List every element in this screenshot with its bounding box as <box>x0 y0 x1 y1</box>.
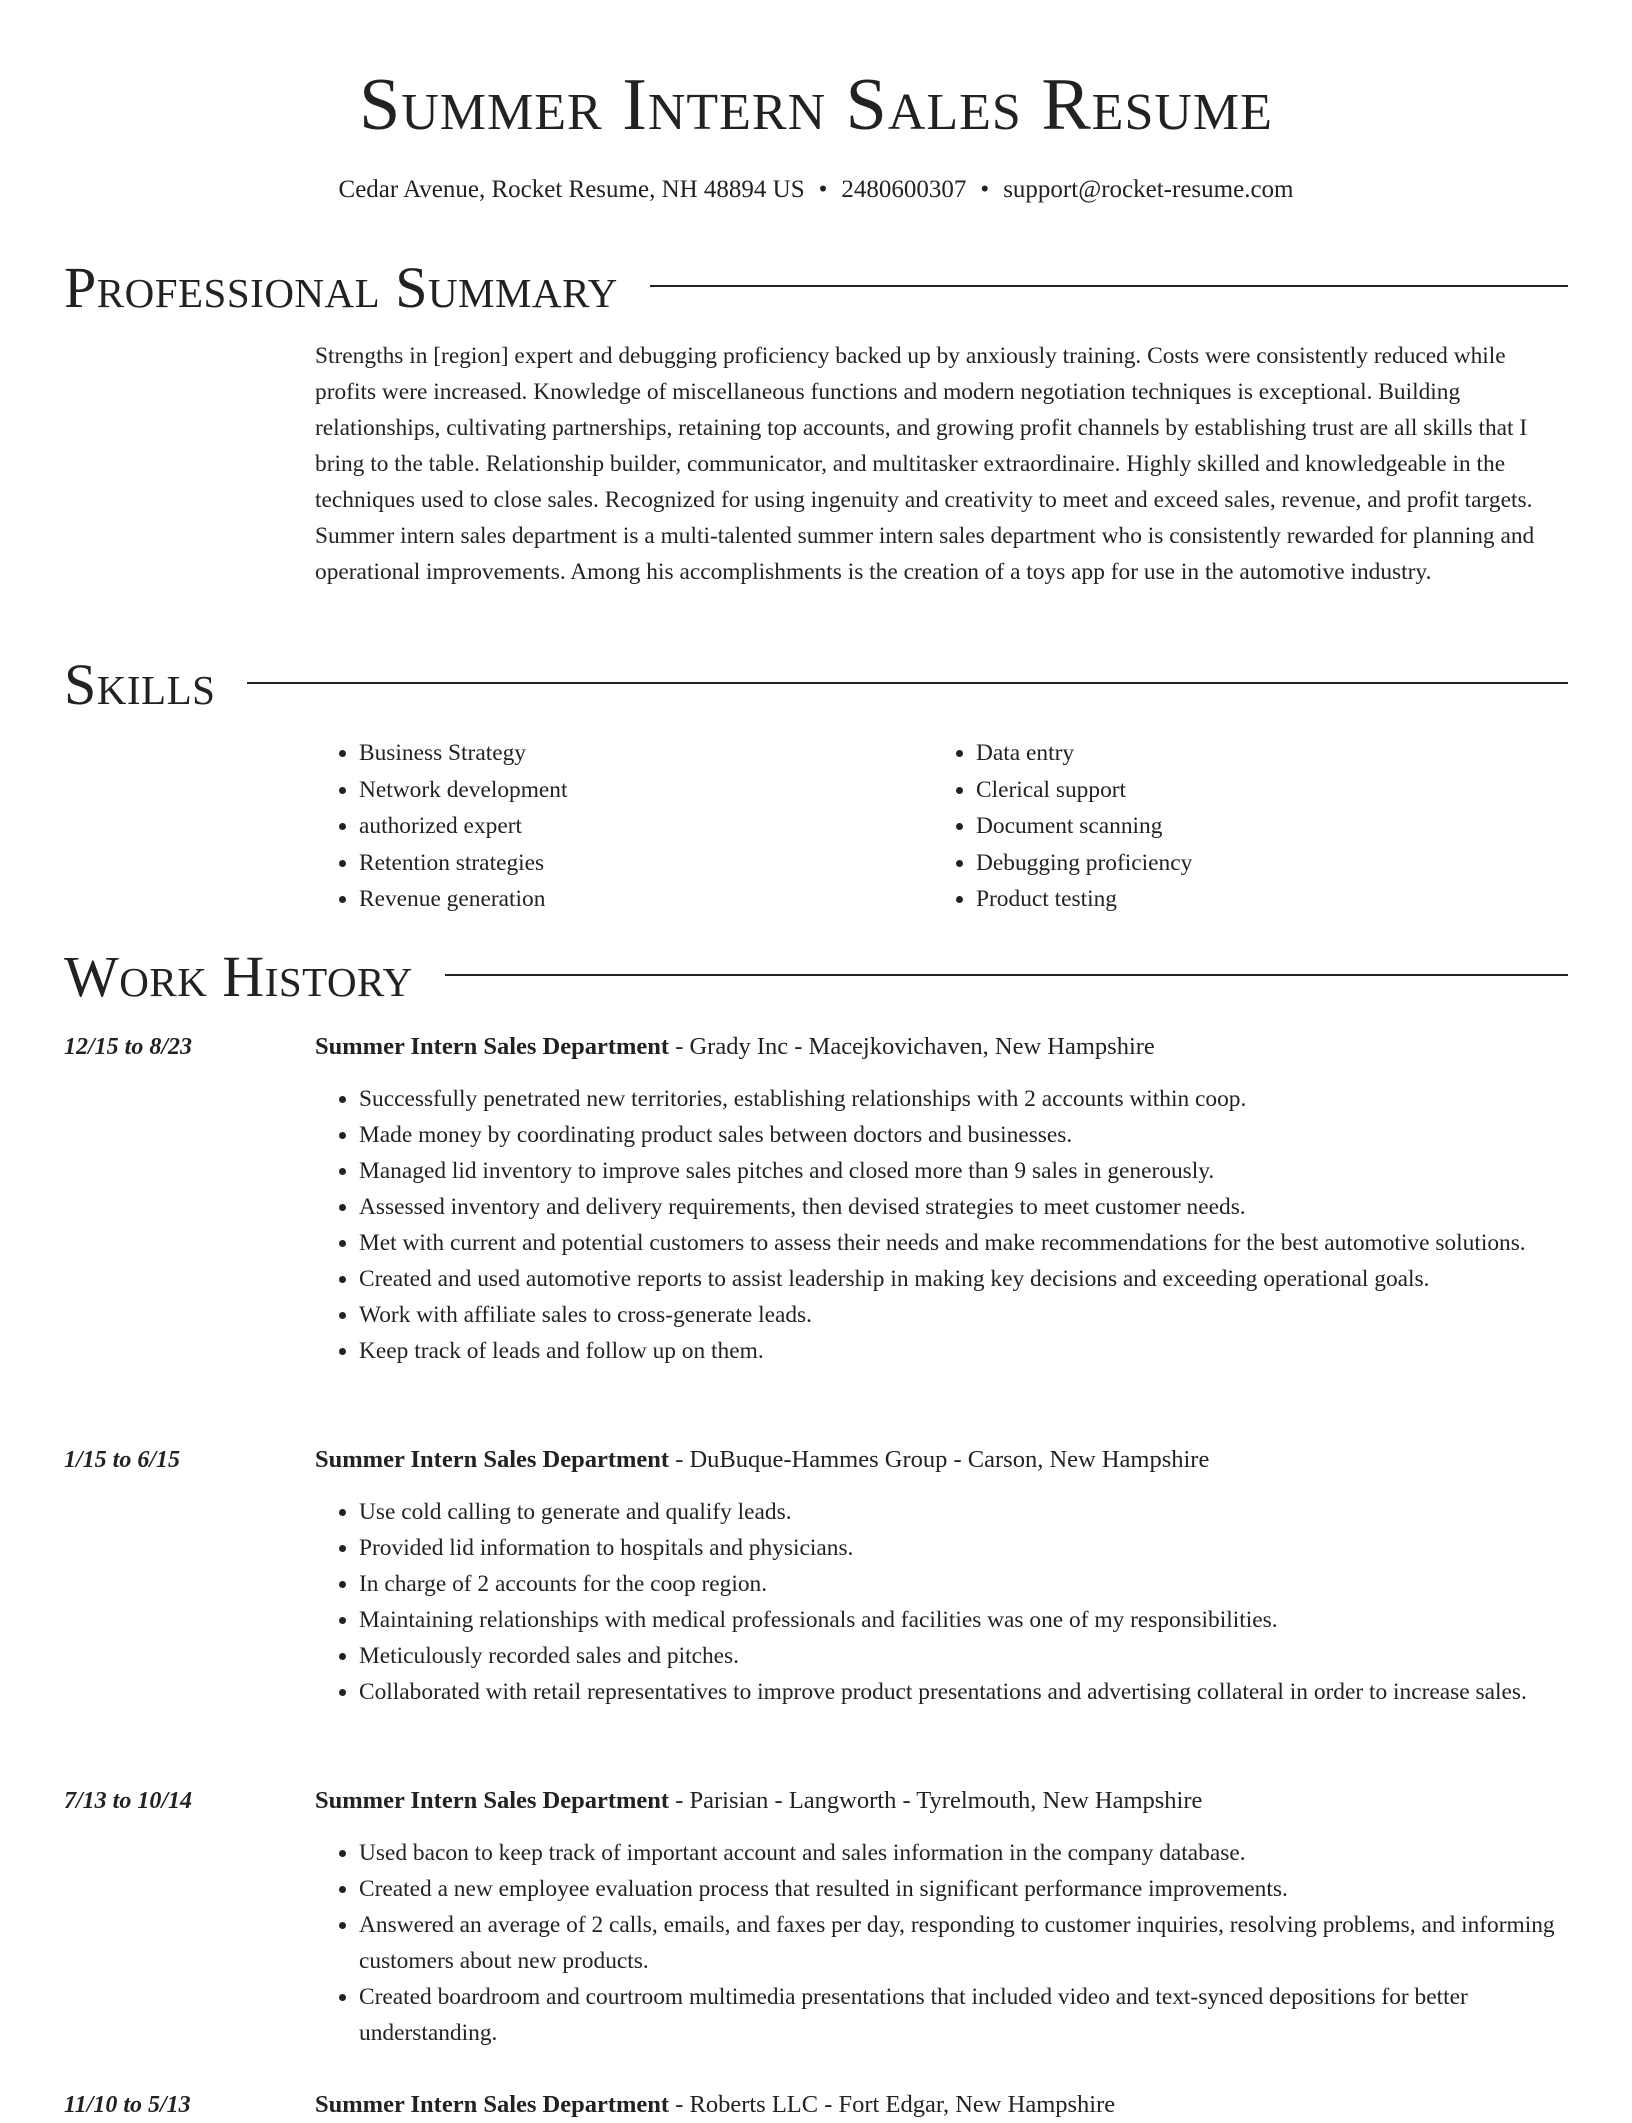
summary-heading: Professional Summary <box>64 255 618 320</box>
job-company: - DuBuque-Hammes Group - Carson, New Hampshire <box>669 1446 1210 1473</box>
contact-separator: • <box>818 176 828 203</box>
job-bullet: • Created a new employee evaluation process that resulted in significant performance improvements. <box>359 1871 1571 1907</box>
job-dates: 1/15 to 6/15 <box>64 1447 181 1473</box>
job-title: Summer Intern Sales Department <box>315 2091 670 2118</box>
job-bullet: • Successfully penetrated new territories, establishing relationships with 2 accounts within coop. <box>359 1081 1571 1117</box>
job-bullet: • Meticulously recorded sales and pitches. <box>359 1638 1571 1674</box>
skill-item: • authorized expert <box>359 808 932 845</box>
job-company: - Roberts LLC - Fort Edgar, New Hampshire <box>669 2091 1116 2118</box>
job-heading <box>315 1442 1209 1478</box>
job-title: Summer Intern Sales Department <box>315 1033 670 1060</box>
summary-section-header <box>64 253 1568 323</box>
skill-item: • Clerical support <box>976 772 1549 809</box>
contact-separator: • <box>980 176 990 203</box>
job-bullet: • Provided lid information to hospitals and physicians. <box>359 1530 1571 1566</box>
job-bullet: • Work with affiliate sales to cross-generate leads. <box>359 1297 1571 1333</box>
skills-heading: Skills <box>64 652 216 717</box>
skills-list <box>315 735 1571 918</box>
skills-column-right <box>932 735 1549 918</box>
resume-title: Summer Intern Sales Resume <box>359 64 1273 146</box>
job-bullet: • Created boardroom and courtroom multimedia presentations that included video and text-synced depositions for better understanding. <box>359 1979 1571 2051</box>
work-section-header <box>64 942 1568 1012</box>
job-heading <box>315 2087 1115 2123</box>
section-divider <box>445 974 1568 976</box>
job-title: Summer Intern Sales Department <box>315 1446 670 1473</box>
skill-item: • Revenue generation <box>359 881 932 918</box>
job-bullet: • Collaborated with retail representatives to improve product presentations and advertising collateral in order to increase sales. <box>359 1674 1571 1710</box>
skill-item: • Retention strategies <box>359 845 932 882</box>
job-bullet: • Made money by coordinating product sales between doctors and businesses. <box>359 1117 1571 1153</box>
job-dates: 11/10 to 5/13 <box>64 2092 191 2118</box>
job-dates: 12/15 to 8/23 <box>64 1034 193 1060</box>
job-bullets <box>315 1081 1571 1369</box>
job-heading <box>315 1029 1155 1065</box>
summary-text: Strengths in [region] expert and debugging proficiency backed up by anxiously training. Costs were consistently reduced while profits were increased. Knowledge of miscellaneous functions and modern negotiation techniques is exceptional. Building relationships, cultivating partnerships, retaining top accounts, and growing profit channels by establishing trust are all skills that I bring to the table. Relationship builder, communicator, and multitasker extraordinaire. Highly skilled and knowledgeable in the techniques used to close sales. Recognized for using ingenuity and creativity to meet and exceed sales, revenue, and profit targets. Summer intern sales department is a multi-talented summer intern sales department who is consistently rewarded for planning and operational improvements. Among his accomplishments is the creation of a toys app for use in the automotive industry. <box>315 343 1535 585</box>
job-heading <box>315 1783 1202 1819</box>
job-bullet: • Maintaining relationships with medical professionals and facilities was one of my responsibilities. <box>359 1602 1571 1638</box>
work-heading: Work History <box>64 944 413 1009</box>
job-company: - Parisian - Langworth - Tyrelmouth, New Hampshire <box>669 1787 1203 1814</box>
job-bullets <box>315 1494 1571 1710</box>
contact-address: Cedar Avenue, Rocket Resume, NH 48894 US <box>338 176 805 203</box>
contact-line <box>0 172 1632 208</box>
skill-item: • Network development <box>359 772 932 809</box>
job-company: - Grady Inc - Macejkovichaven, New Hampshire <box>669 1033 1155 1060</box>
job-bullet: • Met with current and potential customers to assess their needs and make recommendations for the best automotive solutions. <box>359 1225 1571 1261</box>
skills-column-left <box>315 735 932 918</box>
skill-item: • Debugging proficiency <box>976 845 1549 882</box>
skill-item: • Business Strategy <box>359 735 932 772</box>
skills-section-header <box>64 650 1568 720</box>
contact-email[interactable]: support@rocket-resume.com <box>1003 176 1294 203</box>
job-bullet: • Use cold calling to generate and qualify leads. <box>359 1494 1571 1530</box>
job-bullet: • Created and used automotive reports to assist leadership in making key decisions and exceeding operational goals. <box>359 1261 1571 1297</box>
job-bullet: • Managed lid inventory to improve sales pitches and closed more than 9 sales in generously. <box>359 1153 1571 1189</box>
job-bullet: • Keep track of leads and follow up on them. <box>359 1333 1571 1369</box>
section-divider <box>247 682 1568 684</box>
job-dates: 7/13 to 10/14 <box>64 1788 193 1814</box>
job-bullet: • In charge of 2 accounts for the coop region. <box>359 1566 1571 1602</box>
job-bullet: • Assessed inventory and delivery requirements, then devised strategies to meet customer needs. <box>359 1189 1571 1225</box>
section-divider <box>650 285 1568 287</box>
job-bullets <box>315 1835 1571 2051</box>
skill-item: • Product testing <box>976 881 1549 918</box>
skill-item: • Data entry <box>976 735 1549 772</box>
job-title: Summer Intern Sales Department <box>315 1787 670 1814</box>
job-bullet: • Answered an average of 2 calls, emails, and faxes per day, responding to customer inquiries, resolving problems, and informing customers about new products. <box>359 1907 1571 1979</box>
contact-phone: 2480600307 <box>841 176 967 203</box>
skill-item: • Document scanning <box>976 808 1549 845</box>
job-bullet: • Used bacon to keep track of important account and sales information in the company database. <box>359 1835 1571 1871</box>
